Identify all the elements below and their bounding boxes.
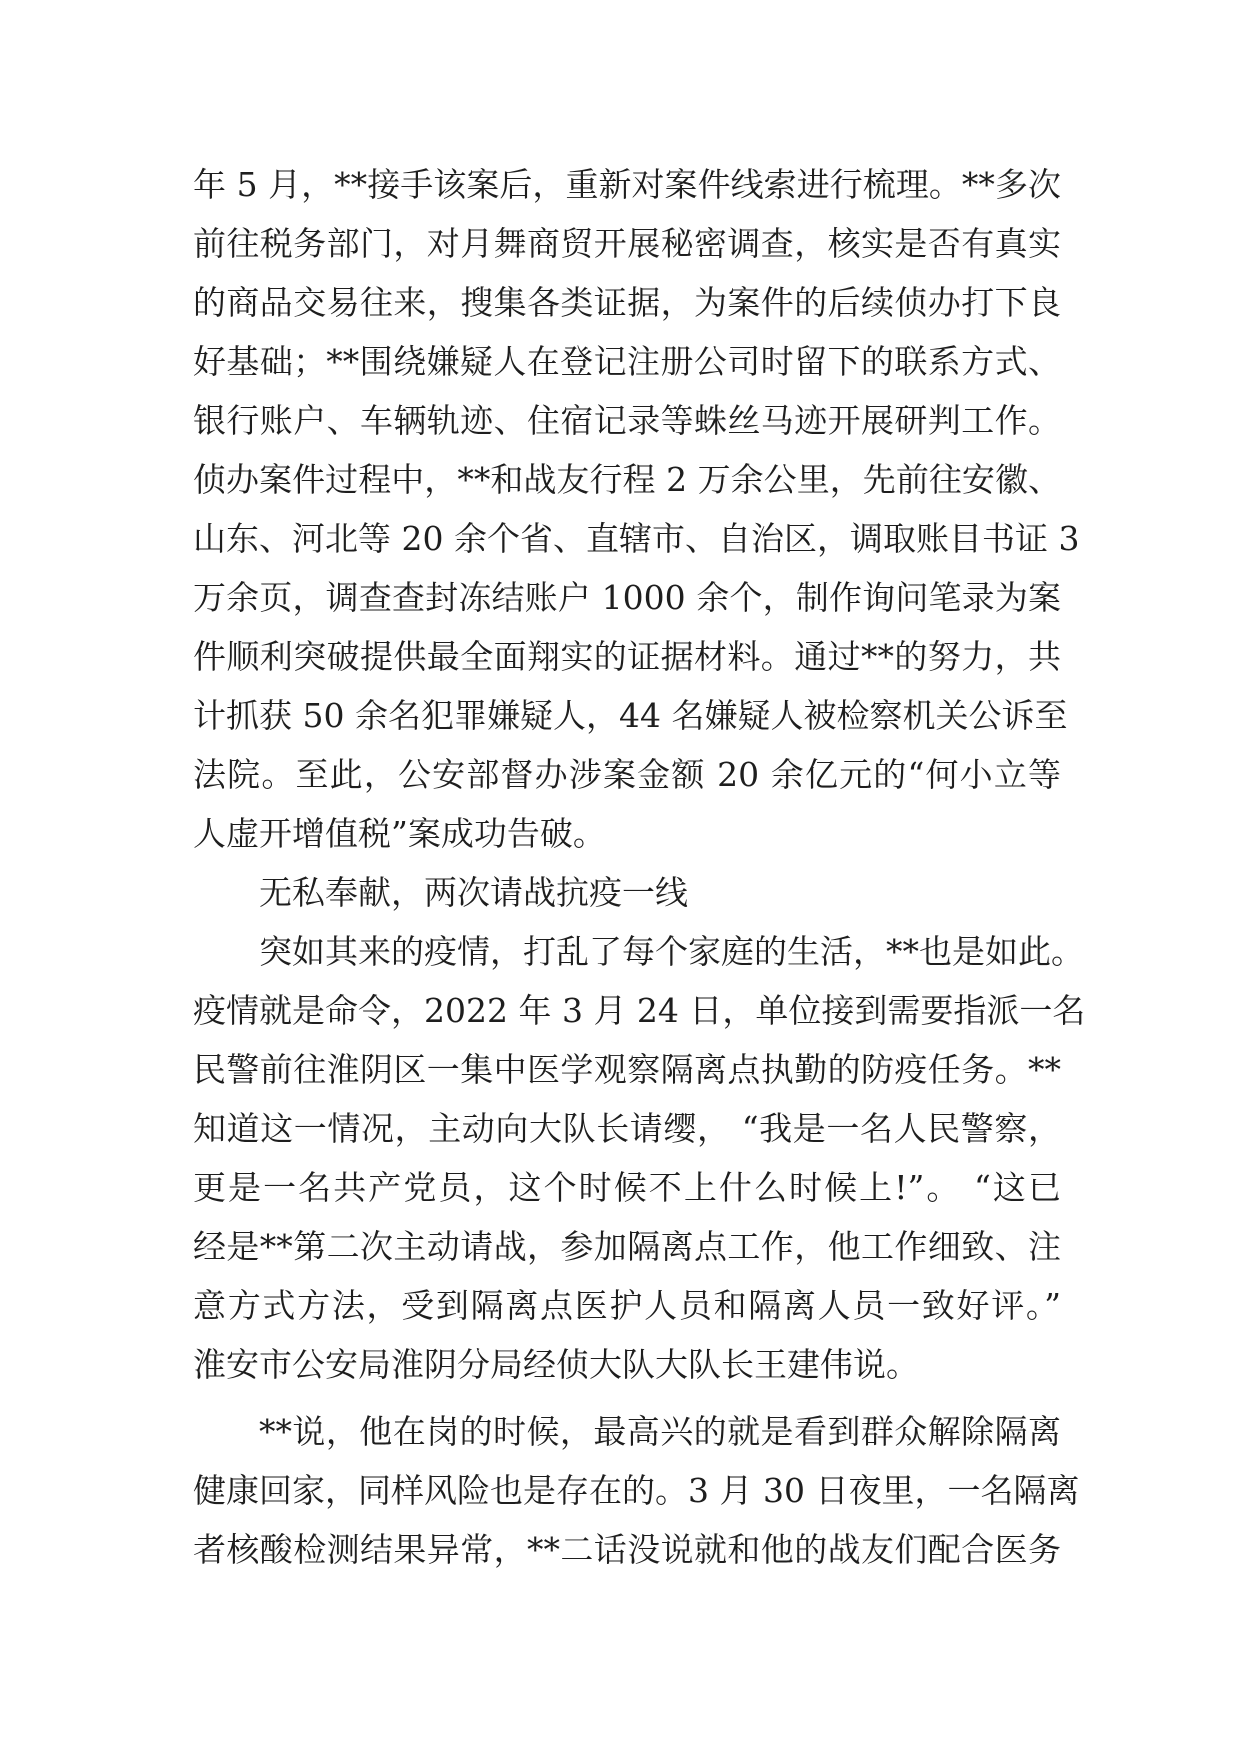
text-line: 万余页，调查查封冻结账户 1000 余个，制作询问笔录为案 [193, 578, 1061, 617]
text-line: 者核酸检测结果异常，**二话没说就和他的战友们配合医务 [193, 1530, 1061, 1569]
text-line: 健康回家，同样风险也是存在的。3 月 30 日夜里，一名隔离 [193, 1471, 1080, 1510]
section-heading: 无私奉献，两次请战抗疫一线 [259, 873, 688, 912]
paragraph-isolation-risk [193, 1402, 1080, 1579]
text-line: 前往税务部门，对月舞商贸开展秘密调查，核实是否有真实 [193, 224, 1061, 263]
text-line: 疫情就是命令，2022 年 3 月 24 日，单位接到需要指派一名 [193, 991, 1086, 1030]
text-line: 件顺利突破提供最全面翔实的证据材料。通过**的努力，共 [193, 637, 1061, 676]
text-line: 淮安市公安局淮阴分局经侦大队大队长王建伟说。 [193, 1345, 919, 1384]
paragraph-epidemic-duty [193, 922, 1086, 1394]
text-line: 银行账户、车辆轨迹、住宿记录等蛛丝马迹开展研判工作。 [193, 401, 1061, 440]
text-line: 意方式方法，受到隔离点医护人员和隔离人员一致好评。” [193, 1286, 1061, 1325]
text-line: 更是一名共产党员，这个时候不上什么时候上!”。 “这已 [193, 1168, 1061, 1207]
text-line: 人虚开增值税”案成功告破。 [193, 814, 606, 853]
text-line: 侦办案件过程中，**和战友行程 2 万余公里，先前往安徽、 [193, 460, 1061, 499]
text-line: 知道这一情况，主动向大队长请缨， “我是一名人民警察， [193, 1109, 1061, 1148]
document-body [193, 155, 1086, 1579]
text-line: 好基础；**围绕嫌疑人在登记注册公司时留下的联系方式、 [193, 342, 1061, 381]
text-line: **说，他在岗的时候，最高兴的就是看到群众解除隔离 [259, 1412, 1061, 1451]
text-line: 突如其来的疫情，打乱了每个家庭的生活，**也是如此。 [259, 932, 1084, 971]
paragraph-gap [193, 1394, 1061, 1402]
text-line: 民警前往淮阴区一集中医学观察隔离点执勤的防疫任务。** [193, 1050, 1061, 1089]
text-line: 山东、河北等 20 余个省、直辖市、自治区，调取账目书证 3 [193, 519, 1080, 558]
text-line: 的商品交易往来，搜集各类证据，为案件的后续侦办打下良 [193, 283, 1061, 322]
text-line: 法院。至此，公安部督办涉案金额 20 余亿元的“何小立等 [193, 755, 1061, 794]
text-line: 经是**第二次主动请战，参加隔离点工作，他工作细致、注 [193, 1227, 1061, 1266]
text-line: 计抓获 50 余名犯罪嫌疑人，44 名嫌疑人被检察机关公诉至 [193, 696, 1068, 735]
text-line: 年 5 月，**接手该案后，重新对案件线索进行梳理。**多次 [193, 165, 1061, 204]
paragraph-case-investigation [193, 155, 1080, 863]
